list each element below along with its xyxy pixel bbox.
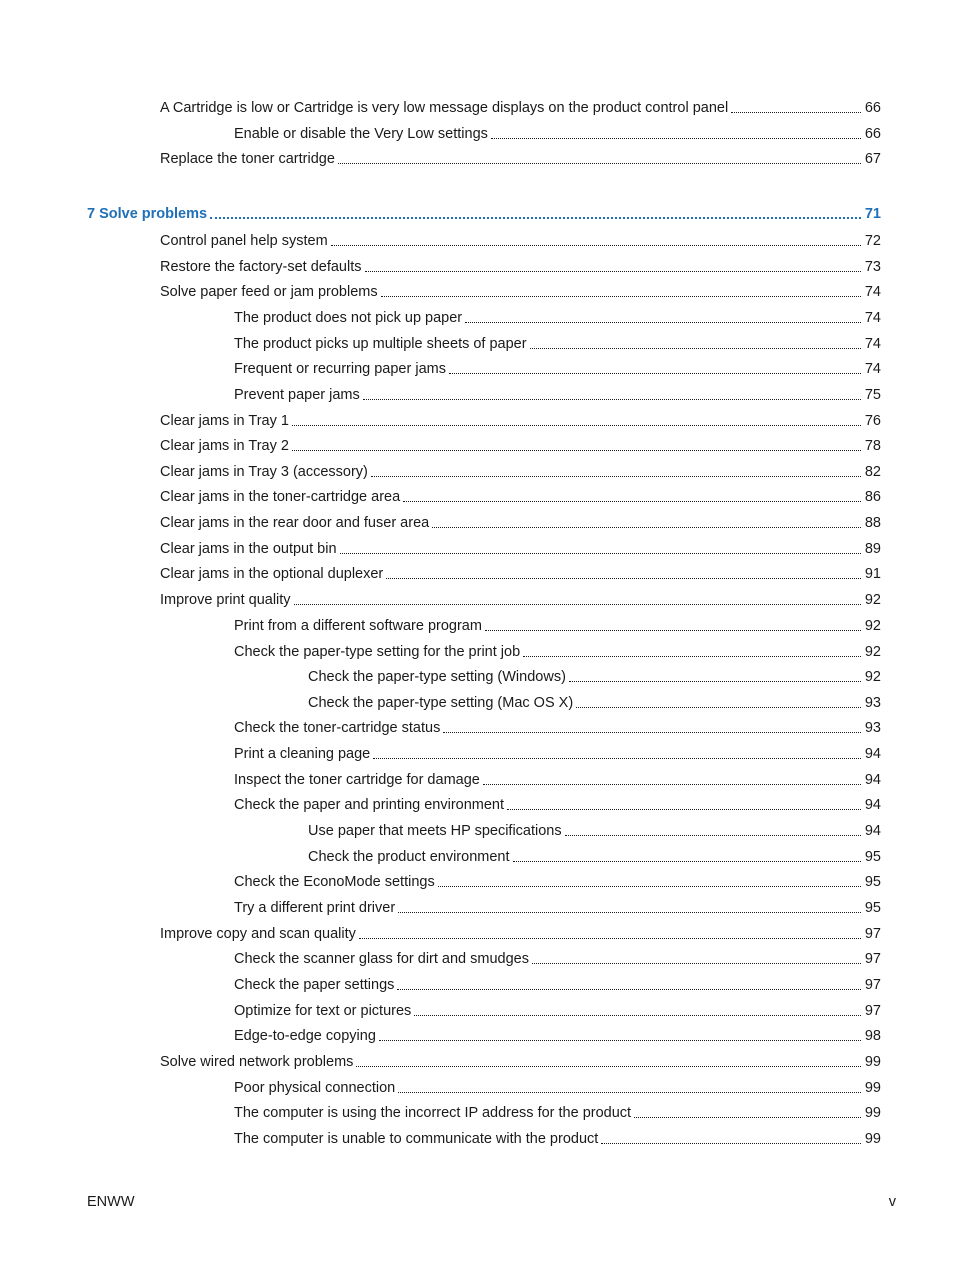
toc-entry-page: 89 — [864, 541, 881, 557]
toc-entry[interactable] — [234, 998, 881, 1020]
toc-entry[interactable] — [234, 1075, 881, 1097]
toc-entry[interactable] — [234, 305, 881, 327]
toc-entry-page: 93 — [864, 695, 881, 711]
toc-entry-title: The product picks up multiple sheets of paper — [234, 336, 527, 352]
toc-entry[interactable] — [234, 946, 881, 968]
dot-leader — [386, 565, 861, 583]
toc-entry-title: Poor physical connection — [234, 1080, 396, 1096]
toc-entry-title: Try a different print driver — [234, 900, 396, 916]
toc-entry-page: 82 — [864, 464, 881, 480]
toc-entry-page: 94 — [864, 823, 881, 839]
toc-entry-page: 93 — [864, 720, 881, 736]
dot-leader — [373, 745, 861, 763]
dot-leader — [731, 99, 861, 117]
toc-entry-title: The computer is using the incorrect IP address for the product — [234, 1105, 632, 1121]
dot-leader — [371, 463, 861, 481]
toc-entry-page: 88 — [864, 515, 881, 531]
toc-entry-page: 91 — [864, 566, 881, 582]
toc-entry-page: 94 — [864, 746, 881, 762]
dot-leader — [634, 1104, 861, 1122]
toc-entry[interactable] — [160, 587, 881, 609]
toc-entry-page: 76 — [864, 413, 881, 429]
toc-entry-title: Check the product environment — [308, 849, 510, 865]
toc-entry-page: 97 — [864, 951, 881, 967]
toc-entry[interactable] — [234, 792, 881, 814]
toc-entry-title: Check the paper-type setting (Mac OS X) — [308, 695, 574, 711]
toc-entry-title: Control panel help system — [160, 233, 328, 249]
footer-page-number: v — [888, 1194, 896, 1210]
toc-entry-title: Clear jams in Tray 1 — [160, 413, 289, 429]
toc-entry[interactable] — [160, 146, 881, 168]
toc-entry-page: 66 — [864, 100, 881, 116]
dot-leader — [356, 1053, 860, 1071]
toc-entry-page: 67 — [864, 151, 881, 167]
toc-entry[interactable] — [234, 639, 881, 661]
toc-chapter-title: 7 Solve problems — [87, 206, 208, 222]
toc-entry-page: 86 — [864, 489, 881, 505]
toc-entry-title: Print a cleaning page — [234, 746, 371, 762]
toc-entry-title: Check the toner-cartridge status — [234, 720, 441, 736]
dot-leader — [569, 668, 861, 686]
toc-entry[interactable] — [308, 844, 881, 866]
toc-entry-title: Use paper that meets HP specifications — [308, 823, 562, 839]
toc-entry[interactable] — [160, 459, 881, 481]
dot-leader — [601, 1130, 861, 1148]
toc-entry-title: Improve print quality — [160, 592, 291, 608]
toc-entry-page: 99 — [864, 1105, 881, 1121]
toc-entry[interactable] — [234, 715, 881, 737]
dot-leader — [414, 1002, 861, 1020]
toc-entry-page: 95 — [864, 849, 881, 865]
toc-entry[interactable] — [234, 1100, 881, 1122]
dot-leader — [340, 540, 861, 558]
toc-entry-page: 92 — [864, 669, 881, 685]
toc-chapter-entry[interactable] — [87, 201, 881, 223]
dot-leader — [432, 514, 861, 532]
toc-entry[interactable] — [234, 356, 881, 378]
toc-entry[interactable] — [160, 95, 881, 117]
dot-leader — [331, 232, 861, 250]
dot-leader — [365, 258, 861, 276]
dot-leader — [491, 125, 861, 143]
toc-entry[interactable] — [234, 741, 881, 763]
toc-entry-title: Clear jams in the rear door and fuser area — [160, 515, 430, 531]
toc-entry-title: Solve paper feed or jam problems — [160, 284, 378, 300]
dot-leader — [398, 1079, 861, 1097]
dot-leader — [483, 771, 861, 789]
toc-entry-title: Clear jams in the output bin — [160, 541, 337, 557]
toc-entry-title: Improve copy and scan quality — [160, 926, 356, 942]
toc-entry-title: Clear jams in the toner-cartridge area — [160, 489, 401, 505]
dot-leader — [403, 488, 861, 506]
toc-entry[interactable] — [234, 767, 881, 789]
toc-entry-title: Check the EconoMode settings — [234, 874, 435, 890]
toc-entry-page: 74 — [864, 310, 881, 326]
footer-doc-code: ENWW — [87, 1194, 135, 1210]
toc-entry-title: Clear jams in Tray 3 (accessory) — [160, 464, 368, 480]
toc-entry[interactable] — [308, 664, 881, 686]
toc-entry[interactable] — [308, 690, 881, 712]
toc-entry-page: 74 — [864, 284, 881, 300]
dot-leader — [397, 976, 860, 994]
toc-entry-page: 98 — [864, 1028, 881, 1044]
dot-leader — [576, 694, 861, 712]
dot-leader — [398, 899, 861, 917]
dot-leader — [381, 283, 861, 301]
dot-leader — [294, 591, 861, 609]
dot-leader — [443, 719, 861, 737]
toc-entry[interactable] — [160, 510, 881, 532]
toc-entry[interactable] — [160, 921, 881, 943]
toc-entry[interactable] — [160, 254, 881, 276]
dot-leader — [532, 950, 861, 968]
toc-entry-page: 74 — [864, 336, 881, 352]
toc-entry[interactable] — [234, 382, 881, 404]
dot-leader — [513, 848, 861, 866]
toc-entry[interactable] — [160, 408, 881, 430]
toc-entry-title: Print from a different software program — [234, 618, 482, 634]
toc-entry-title: Restore the factory-set defaults — [160, 259, 362, 275]
toc-entry-page: 97 — [864, 1003, 881, 1019]
dot-leader — [379, 1027, 861, 1045]
toc-entry-page: 92 — [864, 592, 881, 608]
toc-entry-title: The computer is unable to communicate with the product — [234, 1131, 599, 1147]
toc-entry-title: Check the paper and printing environment — [234, 797, 505, 813]
toc-entry-title: Prevent paper jams — [234, 387, 360, 403]
toc-entry[interactable] — [234, 331, 881, 353]
toc-entry-title: Optimize for text or pictures — [234, 1003, 412, 1019]
dot-leader — [292, 412, 861, 430]
toc-entry[interactable] — [308, 818, 881, 840]
dot-leader — [438, 873, 861, 891]
toc-entry-page: 75 — [864, 387, 881, 403]
dot-leader — [359, 925, 861, 943]
toc-entry-page: 78 — [864, 438, 881, 454]
toc-entry-page: 95 — [864, 900, 881, 916]
toc-entry[interactable] — [234, 1126, 881, 1148]
toc-entry-title: A Cartridge is low or Cartridge is very low message displays on the product control panel — [160, 100, 729, 116]
toc-entry-page: 97 — [864, 977, 881, 993]
toc-entry-page: 92 — [864, 618, 881, 634]
toc-entry[interactable] — [234, 869, 881, 891]
dot-leader — [338, 150, 861, 168]
toc-entry-title: Check the scanner glass for dirt and smudges — [234, 951, 529, 967]
toc-entry-title: Check the paper-type setting (Windows) — [308, 669, 566, 685]
dot-leader — [507, 796, 861, 814]
toc-entry-page: 95 — [864, 874, 881, 890]
toc-entry-title: Clear jams in Tray 2 — [160, 438, 289, 454]
toc-entry[interactable] — [234, 895, 881, 917]
toc-entry-page: 72 — [864, 233, 881, 249]
dot-leader — [530, 335, 861, 353]
toc-entry-title: Replace the toner cartridge — [160, 151, 335, 167]
toc-entry[interactable] — [234, 1023, 881, 1045]
toc-entry-page: 94 — [864, 797, 881, 813]
toc-entry-title: The product does not pick up paper — [234, 310, 463, 326]
toc-entry-title: Check the paper-type setting for the print job — [234, 644, 521, 660]
dot-leader — [449, 360, 861, 378]
toc-entry-page: 74 — [864, 361, 881, 377]
dot-leader — [523, 643, 861, 661]
dot-leader — [363, 386, 861, 404]
toc-entry[interactable] — [160, 536, 881, 558]
toc-chapter-page: 71 — [864, 206, 881, 222]
toc-entry-page: 92 — [864, 644, 881, 660]
toc-entry-title: Frequent or recurring paper jams — [234, 361, 446, 377]
toc-entry[interactable] — [234, 613, 881, 635]
toc-entry-page: 99 — [864, 1080, 881, 1096]
toc-entry[interactable] — [234, 121, 881, 143]
toc-entry[interactable] — [160, 484, 881, 506]
toc-entry-title: Clear jams in the optional duplexer — [160, 566, 384, 582]
toc-entry-title: Solve wired network problems — [160, 1054, 354, 1070]
toc-entry[interactable] — [160, 228, 881, 250]
toc-entry-title: Edge-to-edge copying — [234, 1028, 376, 1044]
dot-leader — [292, 437, 861, 455]
toc-entry-page: 94 — [864, 772, 881, 788]
toc-entry-page: 99 — [864, 1131, 881, 1147]
toc-entry[interactable] — [160, 279, 881, 301]
toc-entry-title: Inspect the toner cartridge for damage — [234, 772, 480, 788]
toc-entry[interactable] — [160, 433, 881, 455]
toc-entry-page: 66 — [864, 126, 881, 142]
dot-leader — [565, 822, 861, 840]
toc-entry[interactable] — [160, 561, 881, 583]
toc-entry-page: 97 — [864, 926, 881, 942]
toc-entry-title: Check the paper settings — [234, 977, 395, 993]
dot-leader — [465, 309, 861, 327]
dot-leader — [485, 617, 861, 635]
toc-entry-page: 99 — [864, 1054, 881, 1070]
dot-leader — [210, 205, 861, 223]
toc-entry[interactable] — [234, 972, 881, 994]
toc-entry[interactable] — [160, 1049, 881, 1071]
toc-entry-title: Enable or disable the Very Low settings — [234, 126, 488, 142]
toc-entry-page: 73 — [864, 259, 881, 275]
